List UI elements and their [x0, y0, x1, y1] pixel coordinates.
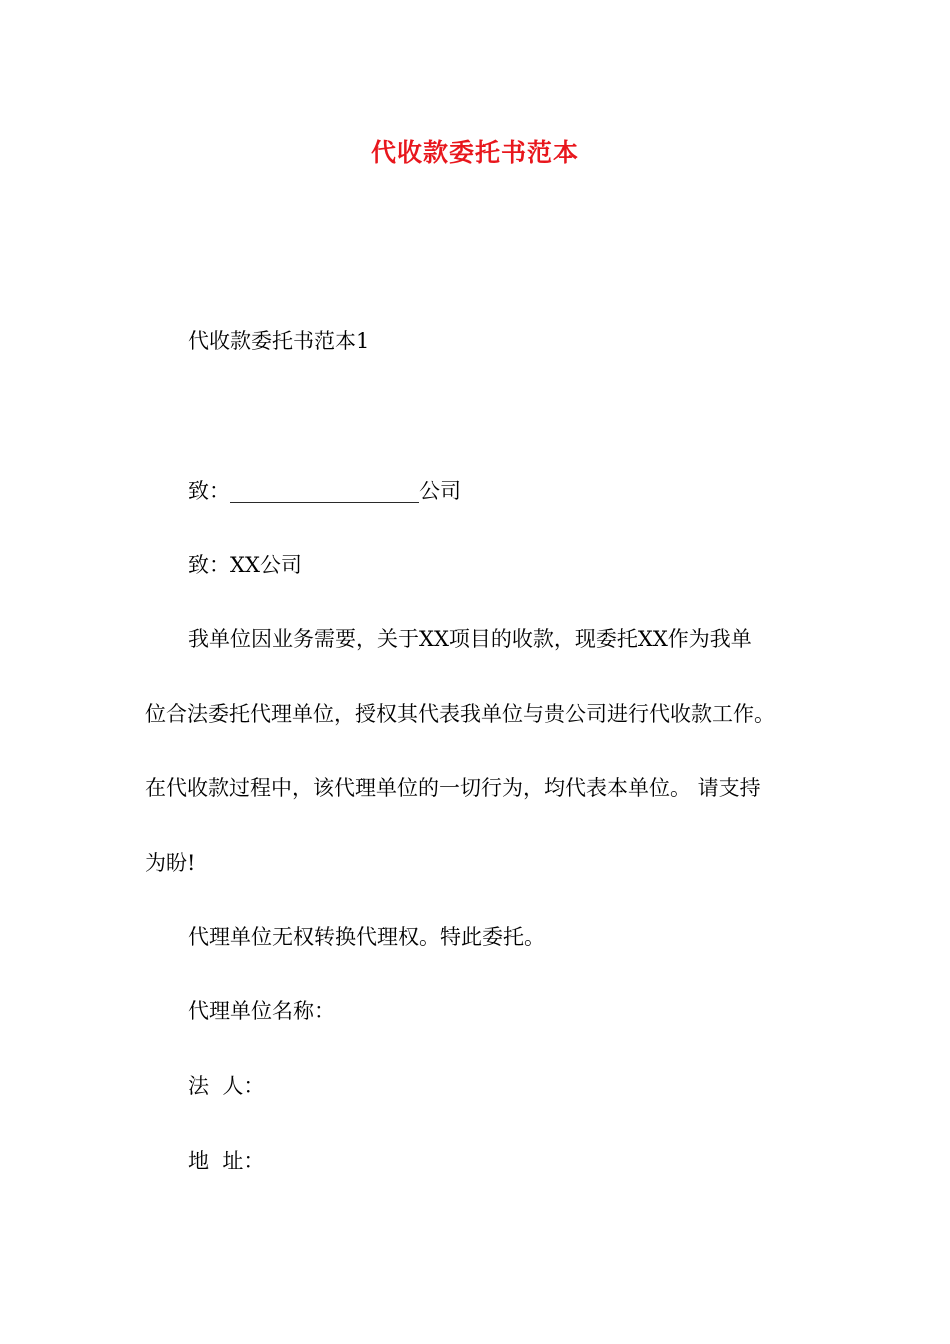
recipient-prefix: 致：	[188, 479, 230, 503]
body-line-3: 在代收款过程中，该代理单位的一切行为，均代表本单位。 请支持	[145, 776, 761, 800]
field-address: 地 址：	[188, 1149, 265, 1173]
recipient-suffix: 公司	[419, 479, 461, 503]
field-legal-person: 法 人：	[188, 1074, 265, 1098]
recipient-blank: __________________	[230, 479, 419, 503]
recipient-line-company: 致：XX公司	[188, 553, 302, 577]
body-line-4: 为盼!	[145, 851, 196, 875]
section-heading: 代收款委托书范本1	[188, 329, 370, 353]
body-line-2: 位合法委托代理单位，授权其代表我单位与贵公司进行代收款工作。	[145, 702, 775, 726]
statement-line: 代理单位无权转换代理权。特此委托。	[188, 925, 545, 949]
body-line-1: 我单位因业务需要，关于XX项目的收款，现委托XX作为我单	[188, 627, 752, 651]
recipient-line-blank	[188, 476, 461, 506]
field-agent-name: 代理单位名称：	[188, 999, 335, 1023]
document-title: 代收款委托书范本	[370, 138, 579, 167]
